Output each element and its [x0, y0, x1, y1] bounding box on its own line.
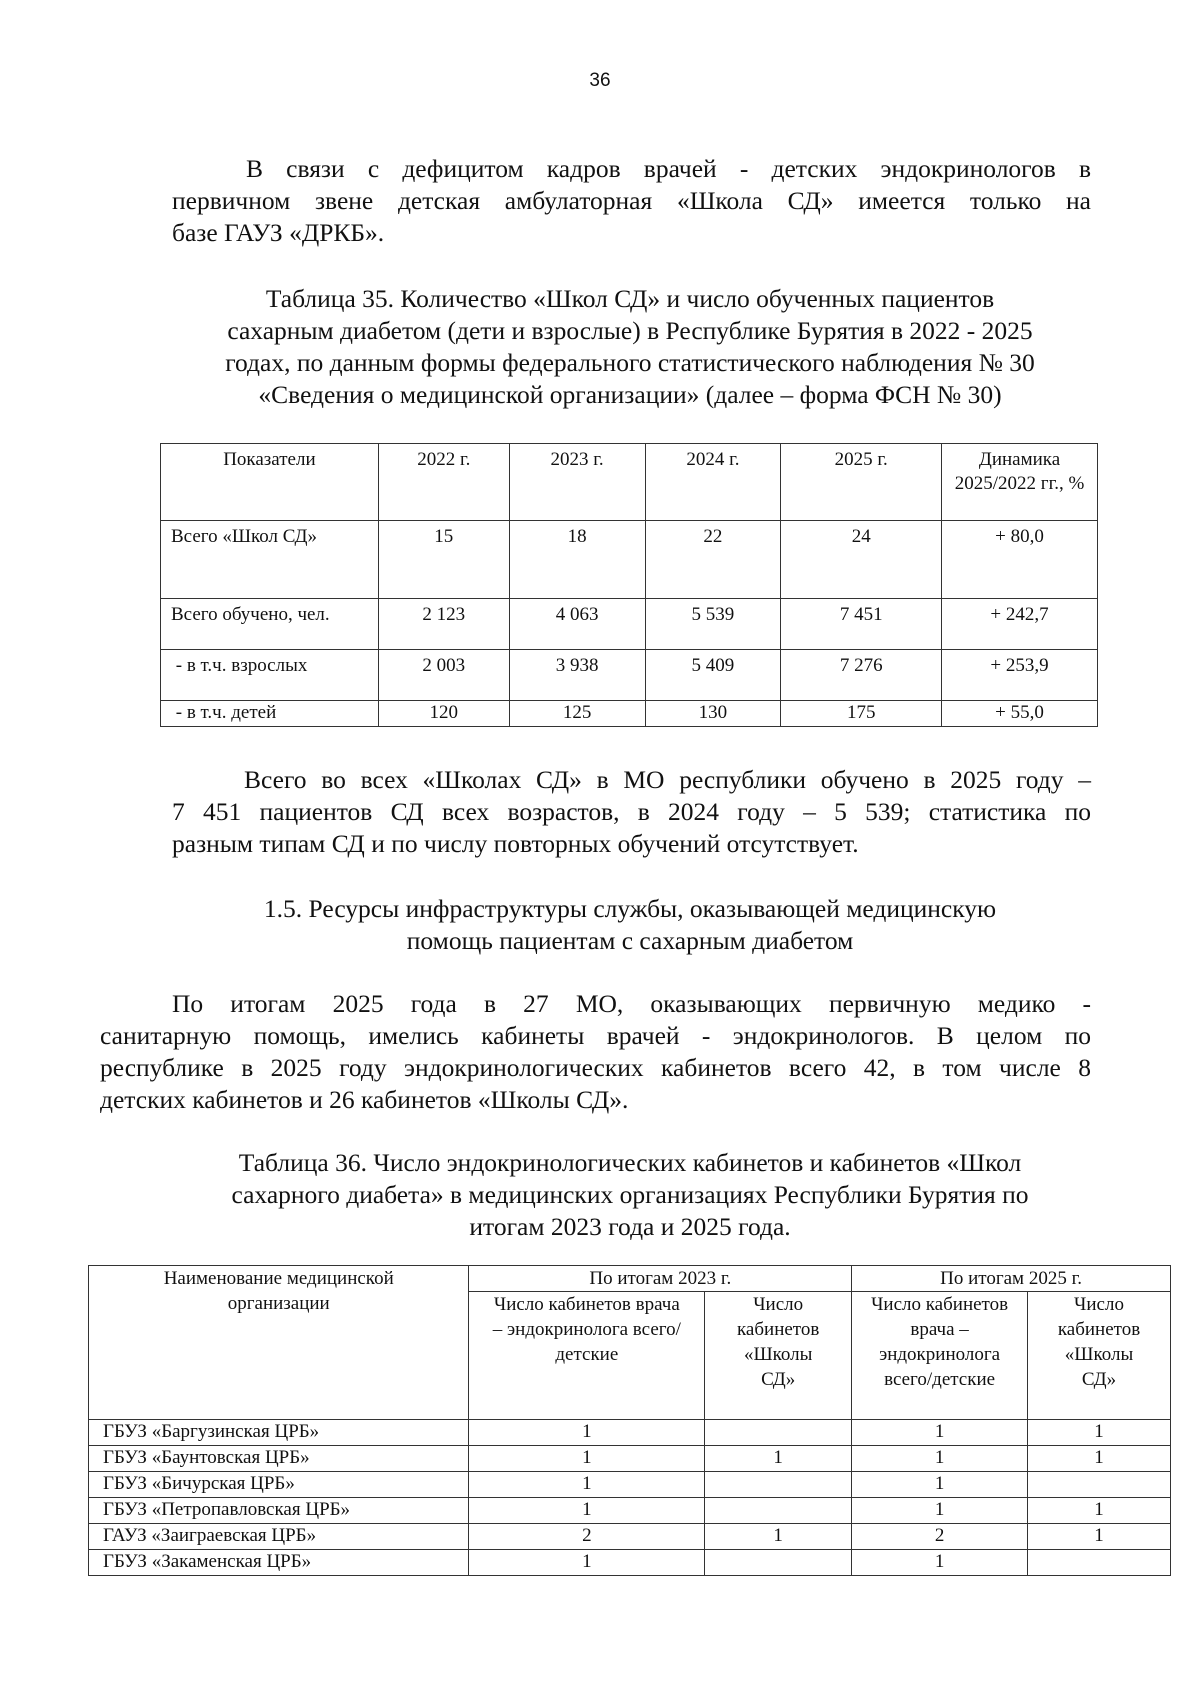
header-2025: 2025 г.	[781, 444, 942, 521]
paragraph-line: республике в 2025 году эндокринологических кабинетов всего 42, в том числе 8	[100, 1053, 1091, 1082]
cell: 1	[852, 1420, 1028, 1446]
org-name: ГАУЗ «Заиграевская ЦРБ»	[89, 1524, 469, 1550]
cell: 1	[852, 1472, 1028, 1498]
paragraph-line: Всего во всех «Школах СД» в МО республики обучено в 2025 году –	[244, 765, 1091, 794]
subheader-endocrinologist-2023: Число кабинетов врача – эндокринолога всего/детские	[469, 1292, 705, 1420]
table-header-row	[161, 444, 1098, 521]
cell	[705, 1498, 852, 1524]
cell: 1	[469, 1550, 705, 1576]
cell	[705, 1550, 852, 1576]
header-2022: 2022 г.	[378, 444, 509, 521]
section-heading	[150, 893, 1110, 957]
caption-line: итогам 2023 года и 2025 года.	[469, 1212, 791, 1241]
row-label: - в т.ч. детей	[161, 701, 379, 727]
header-indicators: Показатели	[161, 444, 379, 521]
cell: 3 938	[509, 650, 645, 701]
cell	[1028, 1472, 1171, 1498]
cell: 18	[509, 521, 645, 599]
cell: 1	[1028, 1498, 1171, 1524]
paragraph-line: В связи с дефицитом кадров врачей - детских эндокринологов в	[246, 154, 1091, 183]
cell: 1	[852, 1446, 1028, 1472]
caption-line: сахарным диабетом (дети и взрослые) в Республике Бурятия в 2022 - 2025	[227, 316, 1033, 345]
cell: 1	[469, 1472, 705, 1498]
cell: 1	[852, 1550, 1028, 1576]
header-dynamics: Динамика 2025/2022 гг., %	[942, 444, 1098, 521]
cell: 2 123	[378, 599, 509, 650]
cell: 1	[469, 1498, 705, 1524]
org-name: ГБУЗ «Бичурская ЦРБ»	[89, 1472, 469, 1498]
subheader-endocrinologist-2025: Число кабинетов врача – эндокринолога всего/детские	[852, 1292, 1028, 1420]
table36-caption	[150, 1147, 1110, 1243]
cell: + 80,0	[942, 521, 1098, 599]
page-number: 36	[589, 70, 611, 91]
cell: 4 063	[509, 599, 645, 650]
cell: 7 451	[781, 599, 942, 650]
header-2025: По итогам 2025 г.	[852, 1266, 1171, 1292]
cell	[705, 1472, 852, 1498]
cell: 1	[705, 1524, 852, 1550]
paragraph-line: первичном звене детская амбулаторная «Школа СД» имеется только на	[172, 186, 1091, 215]
org-name: ГБУЗ «Баргузинская ЦРБ»	[89, 1420, 469, 1446]
paragraph-line: санитарную помощь, имелись кабинеты врачей - эндокринологов. В целом по	[100, 1021, 1091, 1050]
header-2023: По итогам 2023 г.	[469, 1266, 852, 1292]
table35	[160, 443, 1098, 727]
cell: 5 409	[645, 650, 781, 701]
cell: 120	[378, 701, 509, 727]
cell: 2	[852, 1524, 1028, 1550]
table-row	[161, 701, 1098, 727]
paragraph-line: 7 451 пациентов СД всех возрастов, в 2024 году – 5 539; статистика по	[172, 797, 1091, 826]
cell: 1	[705, 1446, 852, 1472]
cell: 1	[852, 1498, 1028, 1524]
caption-line: годах, по данным формы федерального статистического наблюдения № 30	[225, 348, 1035, 377]
header-organization: Наименование медицинской организации	[89, 1266, 469, 1420]
cell: 125	[509, 701, 645, 727]
table35-caption	[150, 283, 1110, 411]
cell: 1	[1028, 1420, 1171, 1446]
row-label: Всего «Школ СД»	[161, 521, 379, 599]
table-row	[89, 1498, 1171, 1524]
cell: 2	[469, 1524, 705, 1550]
org-name: ГБУЗ «Баунтовская ЦРБ»	[89, 1446, 469, 1472]
table-row	[89, 1420, 1171, 1446]
org-name: ГБУЗ «Петропавловская ЦРБ»	[89, 1498, 469, 1524]
paragraph-schools-availability	[172, 153, 1091, 249]
cell: + 253,9	[942, 650, 1098, 701]
cell	[705, 1420, 852, 1446]
cell: 1	[469, 1420, 705, 1446]
row-label: Всего обучено, чел.	[161, 599, 379, 650]
caption-line: Таблица 35. Количество «Школ СД» и число обученных пациентов	[265, 284, 995, 313]
header-2024: 2024 г.	[645, 444, 781, 521]
cell: 5 539	[645, 599, 781, 650]
cell: 1	[469, 1446, 705, 1472]
header-2023: 2023 г.	[509, 444, 645, 521]
cell: 15	[378, 521, 509, 599]
table-row	[161, 521, 1098, 599]
row-label: - в т.ч. взрослых	[161, 650, 379, 701]
cell: 130	[645, 701, 781, 727]
paragraph-total-trained	[172, 764, 1091, 860]
subheader-school-2025: Число кабинетов «Школы СД»	[1028, 1292, 1171, 1420]
paragraph-line: По итогам 2025 года в 27 МО, оказывающих первичную медико -	[172, 989, 1091, 1018]
caption-line: Таблица 36. Число эндокринологических кабинетов и кабинетов «Школ	[238, 1148, 1022, 1177]
paragraph-endocrine-offices	[100, 988, 1091, 1116]
table-row	[89, 1550, 1171, 1576]
cell: 175	[781, 701, 942, 727]
cell: 22	[645, 521, 781, 599]
org-name: ГБУЗ «Закаменская ЦРБ»	[89, 1550, 469, 1576]
table-header-row	[89, 1266, 1171, 1292]
paragraph-line: детских кабинетов и 26 кабинетов «Школы СД».	[100, 1085, 629, 1114]
cell	[1028, 1550, 1171, 1576]
subheader-school-2023: Число кабинетов «Школы СД»	[705, 1292, 852, 1420]
caption-line: «Сведения о медицинской организации» (далее – форма ФСН № 30)	[258, 380, 1002, 409]
cell: 1	[1028, 1446, 1171, 1472]
paragraph-line: разным типам СД и по числу повторных обучений отсутствует.	[172, 829, 859, 858]
heading-line: 1.5. Ресурсы инфраструктуры службы, оказывающей медицинскую	[263, 894, 997, 923]
table-row	[89, 1472, 1171, 1498]
paragraph-line: базе ГАУЗ «ДРКБ».	[172, 218, 385, 247]
caption-line: сахарного диабета» в медицинских организациях Республики Бурятия по	[231, 1180, 1029, 1209]
table-row	[161, 599, 1098, 650]
cell: + 55,0	[942, 701, 1098, 727]
table-row	[89, 1446, 1171, 1472]
table-row	[161, 650, 1098, 701]
cell: 2 003	[378, 650, 509, 701]
cell: 24	[781, 521, 942, 599]
heading-line: помощь пациентам с сахарным диабетом	[406, 926, 854, 955]
cell: + 242,7	[942, 599, 1098, 650]
cell: 1	[1028, 1524, 1171, 1550]
cell: 7 276	[781, 650, 942, 701]
table36	[88, 1265, 1171, 1576]
table-row	[89, 1524, 1171, 1550]
